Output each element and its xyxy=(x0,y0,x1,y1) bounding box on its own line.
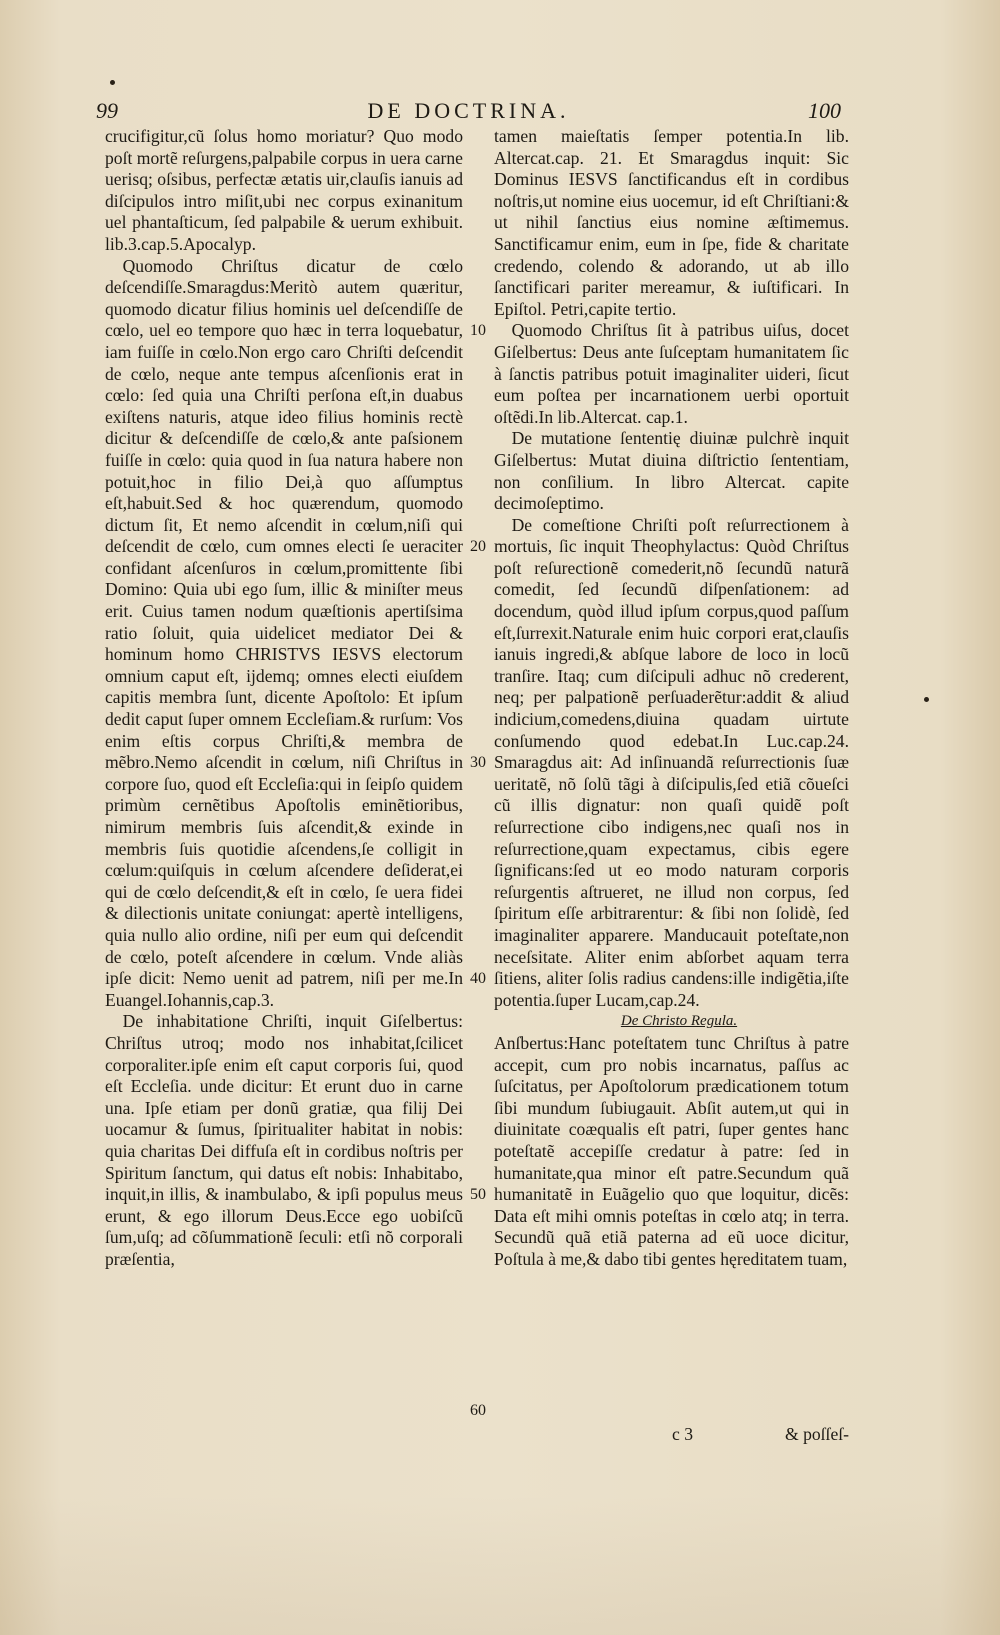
line-number: 40 xyxy=(470,970,486,987)
line-number: 30 xyxy=(470,754,486,771)
ink-speck xyxy=(924,697,929,702)
paragraph: Anſbertus:Hanc poteſtatem tunc Chriſtus à patre accepit, cum pro nobis incarnatus, paſſus ac ſuſcitatus, per Apoſtolorum prædicationem totum ſibi mundum ſubiugauit. Abſit autem,ut qui in diuinitate coæqualis eſt patri, ſuper gentes hanc poteſtatẽ accepiſſe credatur à patre: ſed in humanitate,qua minor eſt patre.Secundum quã humanitatẽ in Euãgelio quo que loquitur, dicẽs: Data eſt mihi omnis poteſtas in cœlo atq; in terra. Secundũ quã etiã paterna ad eũ uoce dicitur, Poſtula à me,& dabo tibi gentes hęreditatem tuam, xyxy=(494,1032,849,1269)
line-number: 50 xyxy=(470,1186,486,1203)
ink-speck xyxy=(110,80,115,85)
paragraph: Quomodo Chriſtus ſit à patribus uiſus, docet Giſelbertus: Deus ante ſuſceptam humanitatem ſic à ſanctis patribus potuit imaginaliter uideri, ſicut eum poſtea per incarnationem uerbi oportuit oſtẽdi.In lib.Altercat. cap.1. xyxy=(494,320,849,427)
handwritten-note: De Christo Regula. xyxy=(620,1013,738,1030)
paragraph: Quomodo Chriſtus dicatur de cœlo deſcendiſſe.Smaragdus:Meritò autem quæritur, quomodo dicatur filius hominis uel deſcendiſſe de cœlo, uel eo tempore quo hæc in terra loquebatur, iam fuiſſe in cœlo.Non ergo caro Chriſti deſcendit de cœlo, neque ante tempus aſcenſionis erat in cœlo: ſed quia una Chriſti perſona eſt,in duabus exiſtens naturis, atque ideo filius hominis rectè dicitur & deſcendiſſe de cœlo,& ante paſsionem fuiſſe in cœlo: quia quod in ſua natura habere non potuit,hoc in filio Dei,à quo aſſumptus eſt,habuit.Sed & hoc quærendum, quomodo dictum ſit, Et nemo aſcendit in cœlum,niſi qui deſcendit de cœlo, cum omnes electi ſe ueraciter confidant aſcenſuros in cœlum,promittente ſibi Domino: Quia ubi ego ſum, illic & miniſter meus erit. Cuius tamen nodum quæſtionis apertiſsima ratio ſoluit, quia uidelicet mediator Dei & hominum homo CHRISTVS IESVS electorum omnium caput eſt, ijdemq; omnes electi eiuſdem capitis membra ſunt, dicente Apoſtolo: Et ipſum dedit caput ſuper omnem Eccleſiam.& rurſum: Vos enim eſtis corpus Chriſti,& membra de mẽbro.Nemo aſcendit in cœlum, niſi Chriſtus in corpore ſuo, quod eſt Eccleſia:qui in ſeipſo quidem primùm cernẽtibus Apoſtolis eminẽtioribus, nimirum membris ſuis aſcendit,& exinde in membris ſuis quotidie aſcendens,ſe colligit in cœlum:quiſquis in cœlum aſcendere deſiderat,ei qui de cœlo deſcendit,& eſt in cœlo, ſe uera fidei & dilectionis unitate coniungat: apertè intelligens, quia nullo alio ordine, niſi per eum qui deſcendit de cœlo, poteſt aſcendere in cœlum. Vnde aliàs ipſe dicit: Nemo uenit ad patrem, niſi per me.In Euangel.Iohannis,cap.3. xyxy=(105,255,463,1010)
signature-line xyxy=(494,1424,849,1446)
right-column xyxy=(494,126,849,1270)
running-title: DE DOCTRINA. xyxy=(367,98,570,123)
right-folio-number: 100 xyxy=(808,98,841,123)
paragraph: De comeſtione Chriſti poſt reſurrectionem à mortuis, ſic inquit Theophylactus: Quòd Chriſtus poſt reſurectionẽ comederit,nõ ſecundũ naturã comedit, ſed ſecundũ diſpenſationem: ad docendum, quòd illud ipſum corpus,quod paſſum eſt,ſurrexit.Naturale enim huic corpori erat,clauſis ianuis ingredi,& abſque labore de loco in locũ tranſire. Itaq; cum diſcipuli adhuc nõ crederent, neq; per palpationẽ perſuaderẽtur:addit & aliud indicium,comedens,diuina quadam uirtute conſumendo quod edebat.In Luc.cap.24. Smaragdus ait: Ad inſinuandã reſurrectionis ſuæ ueritatẽ, nõ ſolũ tãgi à diſcipulis,ſed etiã cõueſci cũ illis dignatur: non quaſi quidẽ poſt reſurrectione cibo indigens,nec quaſi nos in reſurrectione,quam expectamus, cibis egere ſignificans:ſed ut eo modo naturam corporis reſurgentis aſtrueret, ne illud non corpus, ſed ſpiritum eſſe arbitrarentur: & ſibi non ſolidè, ſed imaginaliter apparere. Manducauit poteſtate,non neceſsitate. Aliter enim abſorbet aquam terra ſitiens, aliter ſolis radius candens:ille indigẽtia,iſte potentia.ſuper Lucam,cap.24. xyxy=(494,514,849,1010)
left-column xyxy=(105,126,463,1270)
paragraph: De mutatione ſententię diuinæ pulchrè inquit Giſelbertus: Mutat diuina diſtrictio ſententiam, non conſilium. In libro Altercat. capite decimoſeptimo. xyxy=(494,428,849,514)
paragraph: crucifigitur,cũ ſolus homo moriatur? Quo modo poſt mortẽ reſurgens,palpabile corpus in uera carne uerisq; oſsibus, perfectæ ætatis uir,clauſis ianuis ad diſcipulos intro miſit,ubi nec corpus exinanitum uel phantaſticum, ſed palpabile & uerum exhibuit. lib.3.cap.5.Apocalyp. xyxy=(105,126,463,254)
signature-mark: c 3 xyxy=(672,1424,694,1444)
line-number: 20 xyxy=(470,538,486,555)
left-folio-number: 99 xyxy=(96,98,118,123)
catchword: & poſſeſ- xyxy=(784,1424,849,1444)
paragraph: De inhabitatione Chriſti, inquit Giſelbertus: Chriſtus utroq; modo nos inhabitat,ſcilicet corporaliter.ipſe enim eſt caput corporis ſui, quod eſt Eccleſia. unde dicitur: Et erunt duo in carne una. Ipſe etiam per donũ gratiæ, qua filij Dei uocamur & ſumus, ſpiritualiter habitat in nobis: quia charitas Dei diffuſa eſt in cordibus noſtris per Spiritum ſanctum, qui datus eſt nobis: Inhabitabo, inquit,in illis, & inambulabo, & ipſi populus meus erunt, & ego illorum Deus.Ecce ego uobiſcũ ſum,uſq; ad cõſummationẽ ſeculi: etſi nõ corporali præſentia, xyxy=(105,1011,463,1269)
line-number: 10 xyxy=(470,322,486,339)
paragraph: tamen maieſtatis ſemper potentia.In lib. Altercat.cap. 21. Et Smaragdus inquit: Sic Dominus IESVS ſanctificandus eſt in cordibus noſtris,ut nomine eius uocemur, id eſt Chriſtiani:& ut nihil ſanctius eius nomine æſtimemus. Sanctificamur enim, eum in ſpe, fide & charitate credendo, colendo & adorando, ut ab illo ſanctificari pariter mereamur, & iuſtificari. In Epiſtol. Petri,capite tertio. xyxy=(494,126,849,319)
running-head xyxy=(96,98,841,124)
line-number: 60 xyxy=(470,1402,486,1419)
